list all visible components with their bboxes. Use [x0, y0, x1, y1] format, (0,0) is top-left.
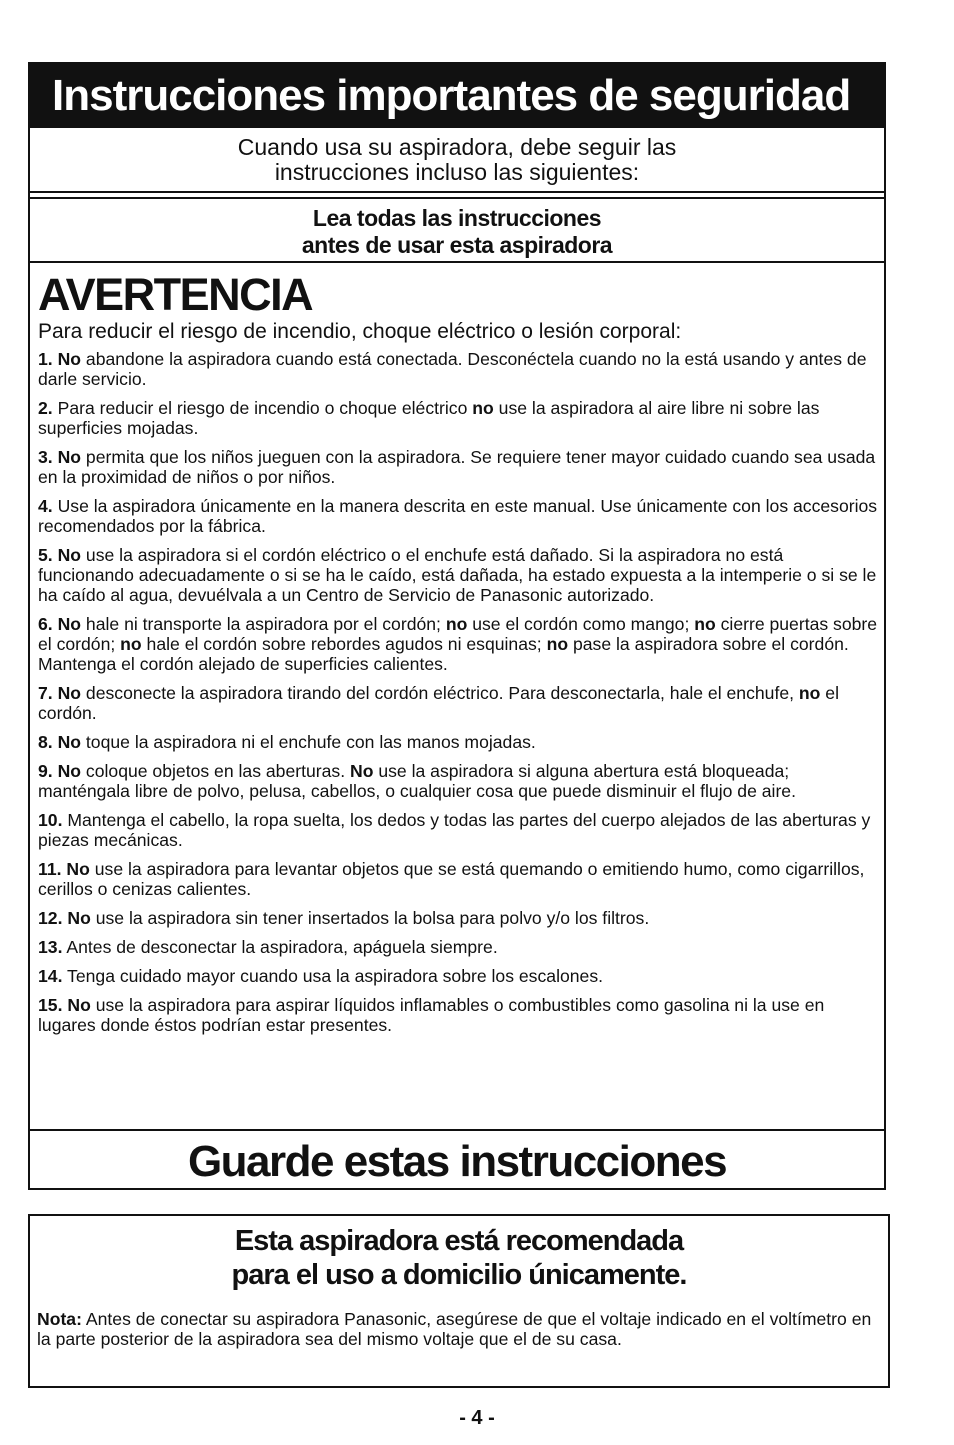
warning-intro: Para reducir el riesgo de incendio, choque eléctrico o lesión corporal: — [38, 320, 682, 343]
item-text: Tenga cuidado mayor cuando usa la aspiradora sobre los escalones. — [67, 966, 604, 986]
item-emphasis: no — [798, 683, 821, 703]
item-number: 8. — [38, 732, 53, 752]
safety-list — [38, 349, 880, 1044]
item-number: 12. — [38, 908, 63, 928]
safety-item — [38, 995, 880, 1035]
item-emphasis: No — [57, 614, 82, 634]
item-text: use la aspiradora al aire libre ni sobre las superficies mojadas. — [38, 398, 820, 438]
item-text: use la aspiradora si alguna abertura está bloqueada; manténgala libre de polvo, pelusa, cabellos, o cualquier cosa que puede disminuir el flujo de aire. — [38, 761, 796, 801]
safety-item — [38, 908, 880, 928]
note-text: Antes de conectar su aspiradora Panasonic, asegúrese de que el voltaje indicado en el voltímetro en la parte posterior de la aspiradora sea del mismo voltaje que el de su casa. — [37, 1309, 872, 1349]
item-number: 11. — [38, 859, 62, 879]
item-number: 3. — [38, 447, 53, 467]
item-number: 5. — [38, 545, 53, 565]
home-use-recommendation-box — [28, 1214, 890, 1388]
item-text: toque la aspiradora ni el enchufe con las manos mojadas. — [81, 732, 536, 752]
recommendation-line-1: Esta aspiradora está recomendada — [234, 1225, 684, 1257]
item-text: pase la aspiradora sobre el cordón. Mantenga el cordón alejado de superficies calientes. — [38, 634, 849, 674]
item-text: use la aspiradora si el cordón eléctrico o el enchufe está dañado. Si la aspiradora no está funcionando adecuadamente o si se ha le caído, está dañada, ha estado expuesta a la intemperie o si se le ha caído al agua, devuélvala a un Centro de Servicio de Panasonic autorizado. — [38, 545, 877, 605]
item-emphasis: no — [445, 614, 468, 634]
item-text: cierre puertas sobre el cordón; — [38, 614, 878, 654]
item-emphasis: No — [350, 761, 374, 781]
item-text: Mantenga el cabello, la ropa suelta, los dedos y todas las partes del cuerpo alejados de las aberturas y piezas mecánicas. — [38, 810, 871, 850]
item-emphasis: No — [57, 447, 82, 467]
item-emphasis: No — [67, 995, 91, 1015]
item-number: 6. — [38, 614, 53, 634]
item-text: permita que los niños jueguen con la aspiradora. Se requiere tener mayor cuidado cuando sea usada en la proximidad de niños o por niños. — [38, 447, 876, 487]
item-number: 7. — [38, 683, 53, 703]
item-emphasis: no — [472, 398, 494, 418]
item-emphasis: no — [546, 634, 569, 654]
safety-item — [38, 447, 880, 487]
warning-heading: AVERTENCIA — [38, 269, 313, 320]
recommendation-heading — [30, 1224, 888, 1292]
read-instructions-notice — [30, 197, 884, 263]
item-emphasis: no — [120, 634, 142, 654]
item-text: Para reducir el riesgo de incendio o choque eléctrico — [57, 398, 473, 418]
page-title: Instrucciones importantes de seguridad — [30, 64, 884, 128]
read-notice-line-2: antes de usar esta aspiradora — [301, 232, 613, 258]
intro-line-1: Cuando usa su aspiradora, debe seguir las — [237, 134, 677, 160]
safety-item — [38, 683, 880, 723]
note-label: Nota: — [37, 1309, 82, 1329]
safety-item — [38, 349, 880, 389]
item-text: use la aspiradora para aspirar líquidos inflamables o combustibles como gasolina ni la use en lugares donde éstos podrían estar presentes. — [38, 995, 825, 1035]
safety-instructions-box — [28, 62, 886, 1190]
item-emphasis: No — [57, 732, 82, 752]
item-number: 15. — [38, 995, 63, 1015]
read-notice-line-1: Lea todas las instrucciones — [312, 205, 602, 231]
item-text: desconecte la aspiradora tirando del cordón eléctrico. Para desconectarla, hale el enchufe, — [81, 683, 799, 703]
safety-item — [38, 937, 880, 957]
item-number: 10. — [38, 810, 63, 830]
save-instructions-heading: Guarde estas instrucciones — [30, 1129, 884, 1190]
intro-text — [30, 128, 884, 193]
item-text: use la aspiradora para levantar objetos que se está quemando o emitiendo humo, como cigarrillos, cerillos o cenizas calientes. — [38, 859, 865, 899]
item-number: 4. — [38, 496, 53, 516]
page-number: - 4 - — [459, 1407, 495, 1429]
intro-line-2: instrucciones incluso las siguientes: — [274, 159, 640, 185]
item-text: hale ni transporte la aspiradora por el cordón; — [81, 614, 446, 634]
safety-item — [38, 966, 880, 986]
safety-item — [38, 398, 880, 438]
item-emphasis: no — [694, 614, 716, 634]
item-text: use la aspiradora sin tener insertados la bolsa para polvo y/o los filtros. — [90, 908, 650, 928]
safety-item — [38, 761, 880, 801]
item-emphasis: No — [57, 761, 82, 781]
item-emphasis: No — [57, 683, 82, 703]
safety-item — [38, 859, 880, 899]
item-number: 2. — [38, 398, 53, 418]
safety-item — [38, 614, 880, 674]
recommendation-line-2: para el uso a domicilio únicamente. — [231, 1259, 687, 1291]
safety-item — [38, 496, 880, 536]
item-number: 9. — [38, 761, 53, 781]
item-text: use el cordón como mango; — [467, 614, 695, 634]
voltage-note — [37, 1309, 877, 1349]
item-emphasis: No — [57, 349, 82, 369]
item-text: Use la aspiradora únicamente en la manera descrita en este manual. Use únicamente con los accesorios recomendados por la fábrica. — [38, 496, 878, 536]
item-emphasis: No — [67, 908, 91, 928]
item-emphasis: No — [57, 545, 82, 565]
safety-item — [38, 545, 880, 605]
item-text: Antes de desconectar la aspiradora, apáguela siempre. — [66, 937, 498, 957]
item-number: 1. — [38, 349, 53, 369]
item-number: 13. — [38, 937, 63, 957]
item-text: hale el cordón sobre rebordes agudos ni esquinas; — [141, 634, 547, 654]
item-text: el cordón. — [38, 683, 839, 723]
item-emphasis: No — [66, 859, 90, 879]
item-text: abandone la aspiradora cuando está conectada. Desconéctela cuando no la está usando y antes de darle servicio. — [38, 349, 867, 389]
item-number: 14. — [38, 966, 63, 986]
safety-item — [38, 732, 880, 752]
safety-item — [38, 810, 880, 850]
item-text: coloque objetos en las aberturas. — [81, 761, 350, 781]
